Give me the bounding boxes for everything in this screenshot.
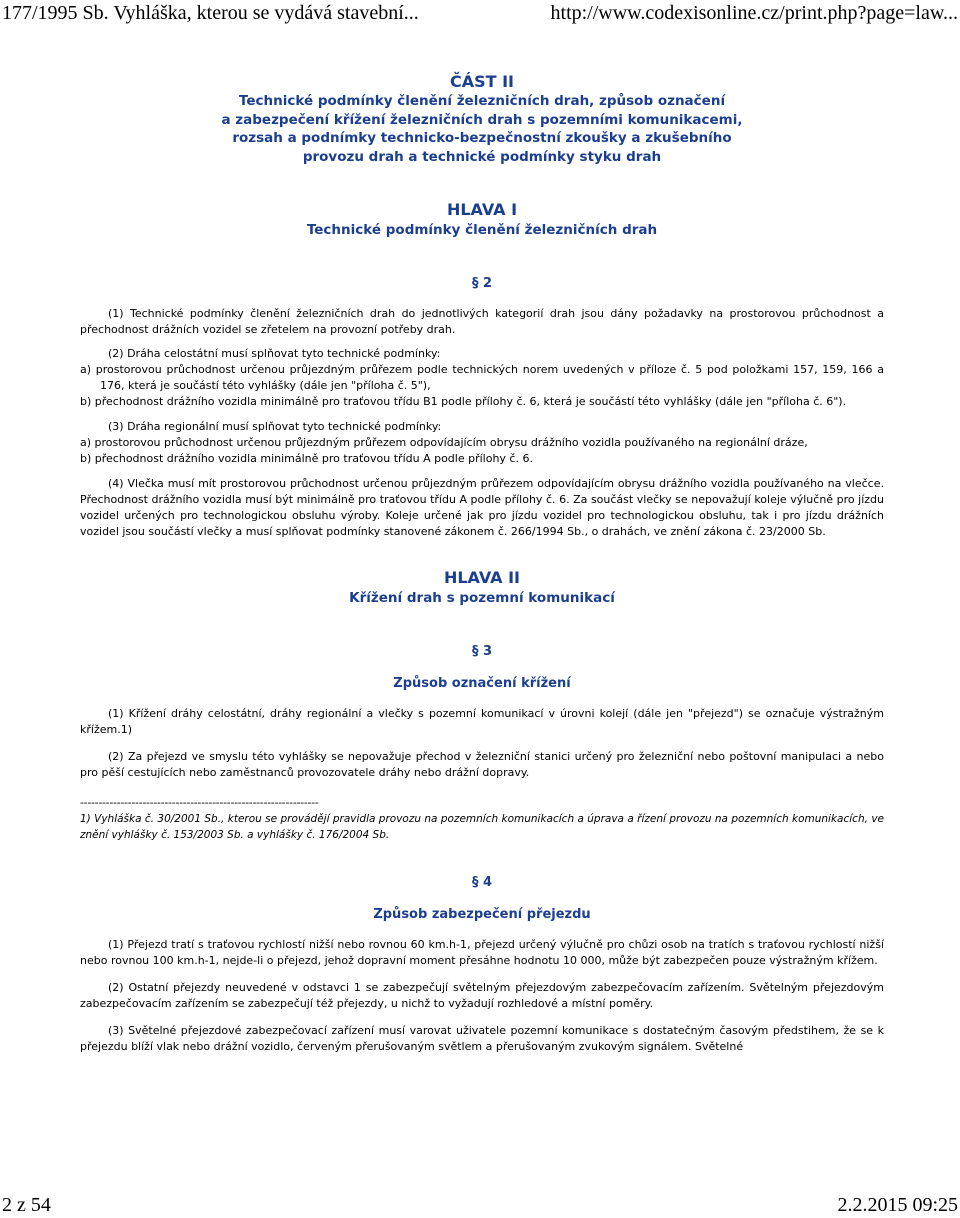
section-4-sign: § 4 [471, 875, 493, 890]
section-2-paragraph-3-intro: (3) Dráha regionální musí splňovat tyto technické podmínky: [108, 420, 442, 433]
browser-print-header [0, 0, 960, 30]
section-2-paragraph-2-intro: (2) Dráha celostátní musí splňovat tyto technické podmínky: [108, 347, 441, 360]
print-timestamp: 2.2.2015 09:25 [837, 1194, 958, 1216]
section-3-paragraph-2: (2) Za přejezd ve smyslu této vyhlášky se nepovažuje přechod v železniční stanici určený pro železniční nebo poštovní manipulaci a nebo pro pěší cestujících nebo zaměstnanců provozovatele dráhy nebo drážní dopravy. [80, 750, 884, 779]
section-2-paragraph-3-item-a: a) prostorovou průchodnost určenou průjezdným průřezem odpovídajícím obrysu drážního vozidla používaného na regionální dráze, [80, 436, 808, 449]
part-subtitle-line-2: a zabezpečení křížení železničních drah s pozemními komunikacemi, [221, 111, 743, 128]
document-body [80, 72, 884, 1055]
section-2-paragraph-2-item-a: a) prostorovou průchodnost určenou průjezdným průřezem podle technických norem uvedených v příloze č. 5 pod položkami 157, 159, 166 a 176, která je součástí této vyhlášky (dále jen "příloha č. 5"), [80, 363, 884, 392]
head-1-subtitle: Technické podmínky členění železničních drah [306, 222, 658, 238]
section-3-paragraph-1: (1) Křížení dráhy celostátní, dráhy regionální a vlečky s pozemní komunikací v úrovni kolejí (dále jen "přejezd") se označuje výstražným křížem.1) [80, 707, 884, 736]
print-header-title: 177/1995 Sb. Vyhláška, kterou se vydává stavební... [2, 2, 419, 24]
browser-print-footer [0, 1194, 960, 1218]
section-4-paragraph-1: (1) Přejezd tratí s traťovou rychlostí nižší nebo rovnou 60 km.h-1, přejezd určený výlučně pro chůzi osob na tratích s traťovou rychlostí nižší nebo rovnou 100 km.h-1, nejde-li o přejezd, jehož dopravní moment přesáhne hodnotu 10 000, může být zabezpečen pouze výstražným křížem. [80, 938, 884, 967]
print-page-number: 2 z 54 [2, 1194, 51, 1216]
part-heading [80, 72, 884, 166]
section-2-sign: § 2 [471, 276, 493, 291]
part-subtitle-line-4: provozu drah a technické podmínky styku drah [302, 148, 662, 165]
part-subtitle-line-3: rozsah a podnímky technicko-bezpečnostní zkoušky a zkušebního [232, 130, 732, 146]
section-2-paragraph-2-item-b: b) přechodnost drážního vozidla minimálně pro traťovou třídu B1 podle přílohy č. 6, která je součástí této vyhlášky (dále jen "příloha č. 6"). [80, 395, 847, 408]
section-3-sign: § 3 [471, 644, 493, 659]
section-2-paragraph-4: (4) Vlečka musí mít prostorovou průchodnost určenou průjezdným průřezem odpovídajícím obrysu drážního vozidla používaného na vlečce. Přechodnost drážního vozidla musí být minimálně pro traťovou třídu A podle přílohy č. 6. Za součást vlečky se nepovažují koleje výlučně pro jízdu vozidel určených pro technologickou obsluhu výroby. Koleje určené jak pro jízdu vozidel pro technologickou obsluhu, tak i pro jízdu drážních vozidel jsou součástí vlečky a musí splňovat podmínky stanovené zákonem č. 266/1994 Sb., o drahách, ve znění zákona č. 23/2000 Sb. [80, 477, 884, 538]
head-2-title: HLAVA II [443, 568, 521, 587]
footnote-separator: ----------------------------------------------------------------- [80, 796, 319, 809]
section-4-paragraph-3: (3) Světelné přejezdové zabezpečovací zařízení musí varovat uživatele pozemní komunikace s dostatečným časovým předstihem, že se k přejezdu blíží vlak nebo drážní vozidlo, červeným přerušovaným světlem a přerušovaným zvukovým signálem. Světelné [80, 1024, 884, 1053]
footnote-1: 1) Vyhláška č. 30/2001 Sb., kterou se provádějí pravidla provozu na pozemních komunikacích a úprava a řízení provozu na pozemních komunikacích, ve znění vyhlášky č. 153/2003 Sb. a vyhlášky č. 176/2004 Sb. [80, 813, 884, 841]
print-header-url: http://www.codexisonline.cz/print.php?page=law... [550, 2, 958, 24]
head-1-title: HLAVA I [446, 200, 518, 219]
head-2-subtitle: Křížení drah s pozemní komunikací [349, 590, 615, 606]
part-subtitle-line-1: Technické podmínky členění železničních drah, způsob označení [238, 93, 726, 109]
section-2-paragraph-3-item-b: b) přechodnost drážního vozidla minimálně pro traťovou třídu A podle přílohy č. 6. [80, 452, 533, 465]
section-2-paragraph-1: (1) Technické podmínky členění železničních drah do jednotlivých kategorií drah jsou dány požadavky na prostorovou průchodnost a přechodnost drážních vozidel se zřetelem na provozní potřeby drah. [80, 307, 884, 336]
section-4-paragraph-2: (2) Ostatní přejezdy neuvedené v odstavci 1 se zabezpečují světelným přejezdovým zabezpečovacím zařízením. Světelným přejezdovým zabezpečovacím zařízením se zabezpečují též přejezdy, u nichž to vyžadují rozhledové a místní poměry. [80, 981, 884, 1010]
section-4-title: Způsob zabezpečení přejezdu [373, 907, 591, 922]
section-3-title: Způsob označení křížení [393, 676, 571, 691]
part-title: ČÁST II [449, 72, 515, 91]
